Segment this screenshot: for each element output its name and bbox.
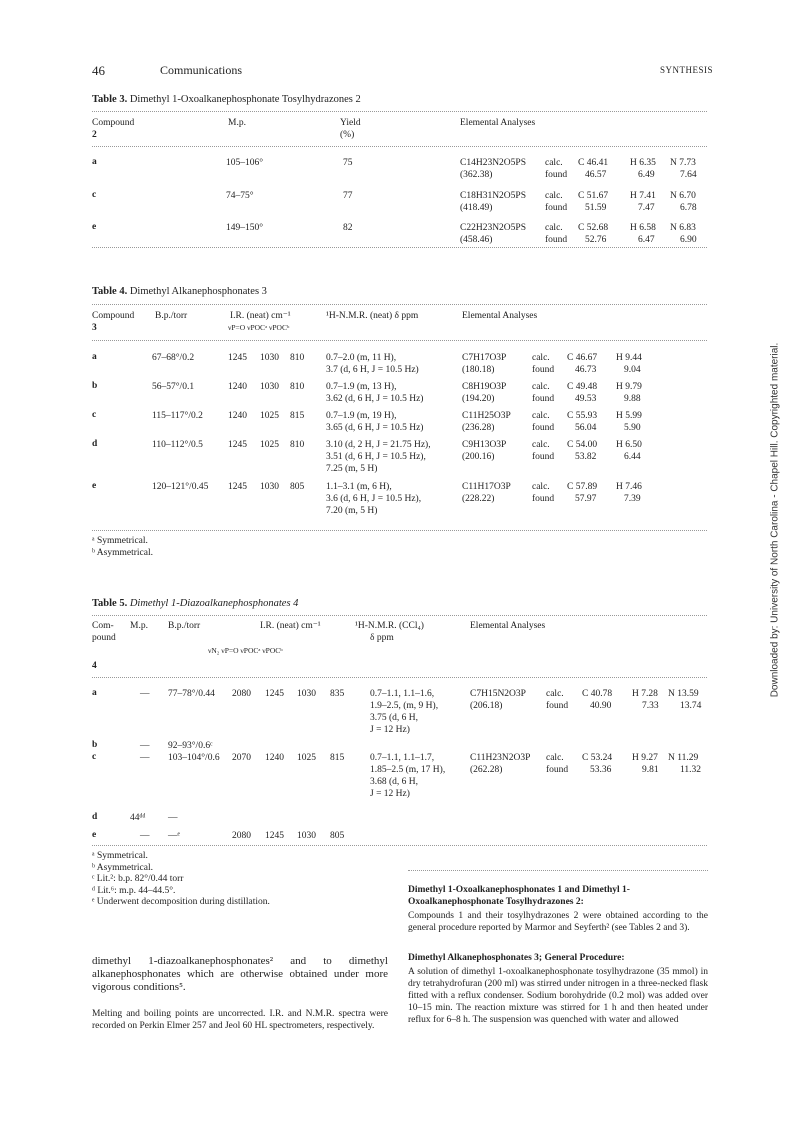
t5-h-ea: Elemental Analyses (470, 621, 546, 631)
t3-h-calc: H 7.41 (630, 191, 656, 201)
t4-bp: 67–68°/0.2 (152, 353, 195, 363)
right-paragraph-2: A solution of dimethyl 1-oxoalkanephosphonate tosylhydrazone (35 mmol) in dry tetrahydrofuran (200 ml) was stirred under nitrogen in a three-necked flask fitted with a reflux condenser. Sodium borohydride (0.2 mol) was added over 10–15 min. The reaction mixture was stirred for 1 h and then heated under reflux for 6–8 h. The suspension was quenched with water and allowed (408, 967, 708, 1025)
t5-ir-po: 1240 (265, 753, 284, 763)
t5-h-num: 4 (92, 661, 97, 671)
t4-mw: (194.20) (462, 394, 495, 404)
t3-found: found (545, 203, 568, 213)
t5-h-nmr: ¹H-N.M.R. (CCl₄) (355, 621, 424, 631)
t5-ir-poc-a: 1030 (297, 689, 316, 699)
t3-yield: 82 (343, 223, 353, 233)
t3-row-id: e (92, 222, 97, 232)
t5-nmr-line: 3.75 (d, 6 H, (370, 713, 419, 723)
t4-nmr-line: 0.7–2.0 (m, 11 H), (326, 353, 397, 363)
t3-yield: 75 (343, 158, 353, 168)
t4-ir-poc-a: 1030 (260, 353, 279, 363)
table5-top-rule (92, 615, 707, 616)
t4-note-a: ᵃ Symmetrical. (92, 536, 148, 546)
t4-c-calc: C 46.67 (567, 353, 598, 363)
t5-row-id: c (92, 752, 97, 762)
t3-found: found (545, 235, 568, 245)
t5-n-found: 11.32 (680, 765, 702, 775)
t3-c-found: 51.59 (585, 203, 607, 213)
t3-mw: (458.46) (460, 235, 493, 245)
t5-bp: — (168, 813, 178, 823)
t4-h-nmr: ¹H-N.M.R. (neat) δ ppm (326, 311, 419, 321)
t3-h-compound-num: 2 (92, 130, 97, 140)
t3-mp: 105–106° (226, 158, 264, 168)
section-heading-1: Dimethyl 1-Oxoalkanephosphonates 1 and Dimethyl 1-Oxoalkanephosphonate Tosylhydrazones 2: (408, 885, 630, 907)
t5-note: ᵇ Asymmetrical. (92, 862, 153, 873)
t5-mp: — (140, 753, 150, 763)
t5-c-calc: C 40.78 (582, 689, 613, 699)
t4-ir-po: 1245 (228, 353, 247, 363)
t3-calc: calc. (545, 223, 563, 233)
t5-ir-poc-b: 805 (330, 831, 345, 841)
t4-ir-poc-b: 810 (290, 353, 305, 363)
t5-nmr-line: 0.7–1.1, 1.1–1.6, (370, 689, 435, 699)
t5-h-ir: I.R. (neat) cm⁻¹ (260, 621, 321, 631)
t4-nmr-line: 3.10 (d, 2 H, J = 21.75 Hz), (326, 440, 431, 450)
t4-h-ir-sub: νP=O νPOCᵃ νPOCᵇ (228, 323, 290, 332)
t3-c-calc: C 51.67 (578, 191, 609, 201)
table4-header-rule (92, 340, 707, 341)
t4-h-ir: I.R. (neat) cm⁻¹ (230, 311, 291, 321)
t4-h-calc: H 9.79 (616, 382, 642, 392)
t4-calc: calc. (532, 440, 550, 450)
t3-formula: C18H31N2O5PS (460, 191, 526, 201)
t3-mw: (418.49) (460, 203, 493, 213)
t5-h-bp: B.p./torr (168, 621, 201, 631)
t4-formula: C8H19O3P (462, 382, 507, 392)
t4-h-compound: Compound (92, 311, 135, 321)
t4-ir-poc-b: 810 (290, 382, 305, 392)
t3-n-found: 6.78 (680, 203, 697, 213)
t4-c-found: 53.82 (575, 452, 597, 462)
t3-h-calc: H 6.35 (630, 158, 656, 168)
t5-nmr-line: J = 12 Hz) (370, 789, 410, 799)
t3-h-found: 6.49 (638, 170, 655, 180)
t5-mw: (206.18) (470, 701, 503, 711)
t5-mp: — (140, 831, 150, 841)
t3-found: found (545, 170, 568, 180)
t5-mp: — (140, 689, 150, 699)
t4-ir-poc-b: 805 (290, 482, 305, 492)
t4-c-calc: C 57.89 (567, 482, 598, 492)
t5-row-id: d (92, 812, 98, 822)
t3-formula: C22H23N2O5PS (460, 223, 526, 233)
t3-c-found: 46.57 (585, 170, 607, 180)
t4-row-id: d (92, 439, 98, 449)
t4-ir-poc-a: 1025 (260, 411, 279, 421)
t4-c-found: 46.73 (575, 365, 597, 375)
t5-formula: C11H23N2O3P (470, 753, 531, 763)
t5-h-pound: pound (92, 633, 116, 643)
t4-h-found: 7.39 (624, 494, 641, 504)
t4-row-id: a (92, 352, 97, 362)
table4-top-rule (92, 304, 707, 305)
t4-nmr-line: 3.65 (d, 6 H, J = 10.5 Hz) (326, 423, 424, 433)
t4-row-id: b (92, 381, 98, 391)
t5-found: found (546, 701, 569, 711)
t4-calc: calc. (532, 382, 550, 392)
t5-bp: 92–93°/0.6ᶜ (168, 741, 213, 751)
t5-h-mp: M.p. (130, 621, 148, 631)
t3-c-calc: C 52.68 (578, 223, 609, 233)
t4-h-found: 6.44 (624, 452, 641, 462)
t5-ir-poc-a: 1030 (297, 831, 316, 841)
t4-mw: (180.18) (462, 365, 495, 375)
t4-ir-poc-a: 1030 (260, 482, 279, 492)
t4-formula: C11H17O3P (462, 482, 511, 492)
t5-h-found: 7.33 (642, 701, 659, 711)
t4-row-id: e (92, 481, 97, 491)
t5-found: found (546, 765, 569, 775)
t4-mw: (200.16) (462, 452, 495, 462)
table3-header-rule (92, 146, 707, 147)
t3-mp: 149–150° (226, 223, 264, 233)
t3-calc: calc. (545, 158, 563, 168)
t5-c-found: 40.90 (590, 701, 612, 711)
table3-caption: Table 3. Dimethyl 1-Oxoalkanephosphonate Tosylhydrazones 2 (92, 94, 361, 105)
t4-c-found: 56.04 (575, 423, 597, 433)
journal-name: SYNTHESIS (660, 65, 714, 75)
t4-c-calc: C 49.48 (567, 382, 598, 392)
t3-h-mp: M.p. (228, 118, 246, 128)
t4-found: found (532, 365, 555, 375)
t4-h-calc: H 7.46 (616, 482, 642, 492)
t3-mp: 74–75° (226, 191, 254, 201)
t4-bp: 120–121°/0.45 (152, 482, 209, 492)
t5-ir-poc-b: 835 (330, 689, 345, 699)
t5-h-com: Com- (92, 621, 114, 631)
t4-nmr-line: 1.1–3.1 (m, 6 H), (326, 482, 392, 492)
t5-c-calc: C 53.24 (582, 753, 613, 763)
t3-formula: C14H23N2O5PS (460, 158, 526, 168)
t3-row-id: a (92, 157, 97, 167)
t4-h-bp: B.p./torr (155, 311, 188, 321)
t5-row-id: e (92, 830, 97, 840)
t4-nmr-line: 3.7 (d, 6 H, J = 10.5 Hz) (326, 365, 419, 375)
table4-bottom-rule (92, 530, 707, 531)
table4-caption: Table 4. Dimethyl Alkanephosphonates 3 (92, 286, 267, 297)
t4-nmr-line: 7.25 (m, 5 H) (326, 464, 378, 474)
t3-yield: 77 (343, 191, 353, 201)
t4-ir-po: 1240 (228, 411, 247, 421)
t4-nmr-line: 0.7–1.9 (m, 13 H), (326, 382, 397, 392)
t5-mp: — (140, 741, 150, 751)
t3-c-calc: C 46.41 (578, 158, 609, 168)
t4-bp: 56–57°/0.1 (152, 382, 195, 392)
t5-n-calc: N 13.59 (668, 689, 699, 699)
t4-note-b: ᵇ Asymmetrical. (92, 548, 153, 558)
t5-note: ᶜ Lit.²: b.p. 82°/0.44 torr (92, 874, 184, 884)
t5-ir-poc-a: 1025 (297, 753, 316, 763)
t4-nmr-line: 7.20 (m, 5 H) (326, 506, 378, 516)
section-heading-2: Dimethyl Alkanephosphonates 3; General Procedure: (408, 953, 625, 963)
t5-c-found: 53.36 (590, 765, 612, 775)
t4-nmr-line: 3.6 (d, 6 H, J = 10.5 Hz), (326, 494, 422, 504)
t5-note: ᵉ Underwent decomposition during distillation. (92, 897, 270, 907)
t5-calc: calc. (546, 753, 564, 763)
t4-bp: 110–112°/0.5 (152, 440, 203, 450)
t5-calc: calc. (546, 689, 564, 699)
t4-mw: (236.28) (462, 423, 495, 433)
t4-row-id: c (92, 410, 97, 420)
t5-nmr-line: 1.85–2.5 (m, 17 H), (370, 765, 446, 775)
t5-n-calc: N 11.29 (668, 753, 699, 763)
t3-h-calc: H 6.58 (630, 223, 656, 233)
t4-h-calc: H 6.50 (616, 440, 642, 450)
t5-nmr-line: 1.9–2.5, (m, 9 H), (370, 701, 439, 711)
t4-found: found (532, 394, 555, 404)
t4-calc: calc. (532, 482, 550, 492)
t3-h-compound: Compound (92, 118, 135, 128)
t4-ir-poc-a: 1025 (260, 440, 279, 450)
table3-top-rule (92, 111, 707, 112)
t5-bp: —ᵉ (168, 831, 180, 841)
table5-caption: Table 5. Dimethyl 1-Diazoalkanephosphonates 4 (92, 598, 299, 609)
t5-h-found: 9.81 (642, 765, 659, 775)
t4-ir-poc-a: 1030 (260, 382, 279, 392)
t3-h-yield: Yield (340, 118, 361, 128)
t3-h-found: 6.47 (638, 235, 655, 245)
t3-n-found: 6.90 (680, 235, 697, 245)
t3-calc: calc. (545, 191, 563, 201)
t4-found: found (532, 494, 555, 504)
t3-mw: (362.38) (460, 170, 493, 180)
t3-c-found: 52.76 (585, 235, 607, 245)
t5-row-id: b (92, 740, 98, 750)
t4-nmr-line: 3.51 (d, 6 H, J = 10.5 Hz), (326, 452, 426, 462)
t4-found: found (532, 423, 555, 433)
t3-n-calc: N 6.70 (670, 191, 696, 201)
t4-h-calc: H 5.99 (616, 411, 642, 421)
t4-c-found: 57.97 (575, 494, 597, 504)
t4-calc: calc. (532, 353, 550, 363)
t5-h-nmr2: δ ppm (370, 633, 394, 643)
t4-ir-poc-b: 810 (290, 440, 305, 450)
t5-h-calc: H 9.27 (632, 753, 658, 763)
table5-bottom-rule (92, 845, 707, 846)
t5-row-id: a (92, 688, 97, 698)
t5-nmr-line: J = 12 Hz) (370, 725, 410, 735)
t5-h-calc: H 7.28 (632, 689, 658, 699)
t5-n-found: 13.74 (680, 701, 702, 711)
t4-h-compound-num: 3 (92, 323, 97, 333)
t3-n-calc: N 6.83 (670, 223, 696, 233)
t4-formula: C7H17O3P (462, 353, 507, 363)
t5-bp: 77–78°/0.44 (168, 689, 215, 699)
t4-formula: C11H25O3P (462, 411, 511, 421)
t4-h-ea: Elemental Analyses (462, 311, 538, 321)
t4-h-found: 9.04 (624, 365, 641, 375)
t4-h-calc: H 9.44 (616, 353, 642, 363)
t4-c-calc: C 54.00 (567, 440, 598, 450)
t4-nmr-line: 0.7–1.9 (m, 19 H), (326, 411, 397, 421)
t5-ir-poc-b: 815 (330, 753, 345, 763)
t4-calc: calc. (532, 411, 550, 421)
section-title: Communications (160, 63, 242, 77)
t5-ir-n2: 2080 (232, 831, 251, 841)
t3-h-ea: Elemental Analyses (460, 118, 536, 128)
left-paragraph-2: Melting and boiling points are uncorrected. I.R. and N.M.R. spectra were recorded on Perkin Elmer 257 and Jeol 60 HL spectrometers, respectively. (92, 1009, 388, 1031)
t5-ir-n2: 2070 (232, 753, 251, 763)
table5-header-rule (92, 677, 707, 678)
t3-h-found: 7.47 (638, 203, 655, 213)
side-download-notice: Downloaded by: University of North Carolina - Chapel Hill. Copyrighted material. (769, 342, 781, 698)
t3-h-yield-unit: (%) (340, 130, 355, 140)
right-col-rule (408, 870, 708, 871)
left-paragraph-1: dimethyl 1-diazoalkanephosphonates² and to dimethyl alkanephosphonates which are otherwise obtained under more vigorous conditions⁵. (92, 955, 388, 993)
t5-nmr-line: 0.7–1.1, 1.1–1.7, (370, 753, 435, 763)
table3-bottom-rule (92, 247, 707, 248)
t3-n-found: 7.64 (680, 170, 697, 180)
t5-ir-n2: 2080 (232, 689, 251, 699)
t4-ir-po: 1240 (228, 382, 247, 392)
t5-bp: 103–104°/0.6 (168, 753, 220, 763)
t3-n-calc: N 7.73 (670, 158, 696, 168)
t5-formula: C7H15N2O3P (470, 689, 526, 699)
t4-mw: (228.22) (462, 494, 495, 504)
right-paragraph-1: Compounds 1 and their tosylhydrazones 2 were obtained according to the general procedure reported by Marmor and Seyferth² (see Tables 2 and 3). (408, 911, 708, 933)
t5-ir-po: 1245 (265, 689, 284, 699)
t4-h-found: 5.90 (624, 423, 641, 433)
t4-nmr-line: 3.62 (d, 6 H, J = 10.5 Hz) (326, 394, 424, 404)
t5-mw: (262.28) (470, 765, 503, 775)
t5-mp: 44ᵈᵈ (130, 813, 146, 823)
t4-bp: 115–117°/0.2 (152, 411, 203, 421)
t3-row-id: c (92, 190, 97, 200)
t4-ir-poc-b: 815 (290, 411, 305, 421)
t4-found: found (532, 452, 555, 462)
t4-ir-po: 1245 (228, 482, 247, 492)
t4-formula: C9H13O3P (462, 440, 507, 450)
t5-note: ᵃ Symmetrical. (92, 851, 148, 861)
t4-h-found: 9.88 (624, 394, 641, 404)
t4-c-found: 49.53 (575, 394, 597, 404)
t4-ir-po: 1245 (228, 440, 247, 450)
t4-c-calc: C 55.93 (567, 411, 598, 421)
t5-h-ir-sub: νN₂ νP=O νPOCᵃ νPOCᵇ (208, 646, 283, 655)
t5-ir-po: 1245 (265, 831, 284, 841)
t5-note: ᵈ Lit.⁶: m.p. 44–44.5°. (92, 885, 176, 896)
page-number: 46 (92, 63, 105, 78)
t5-nmr-line: 3.68 (d, 6 H, (370, 777, 419, 787)
